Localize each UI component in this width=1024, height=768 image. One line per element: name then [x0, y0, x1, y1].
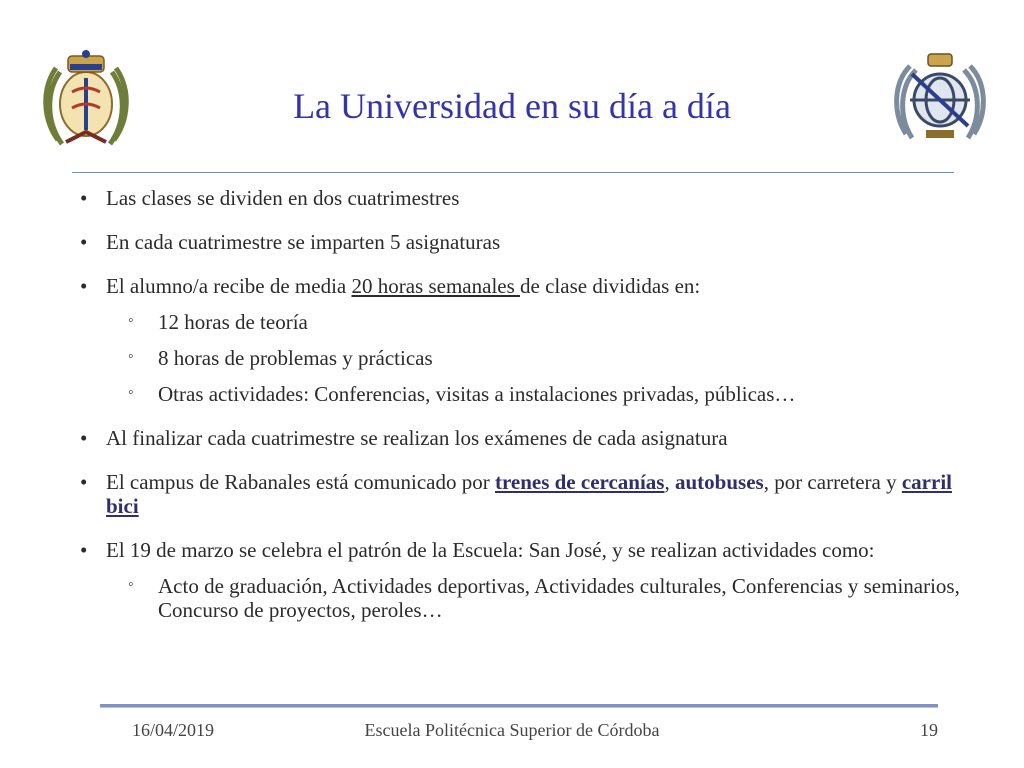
bullet-item: [76, 426, 976, 450]
footer-date: 16/04/2019: [132, 720, 215, 740]
circle-bullet-icon: ◦: [128, 348, 134, 365]
bullet-item: [76, 274, 976, 406]
sub-bullet-item: [106, 574, 976, 622]
sub-bullet-item: [106, 310, 976, 334]
sub-bullet-text: Otras actividades: Conferencias, visitas a instalaciones privadas, públicas…: [158, 382, 796, 406]
bullet-dot-icon: •: [80, 186, 88, 210]
sub-bullet-text: 8 horas de problemas y prácticas: [158, 346, 433, 370]
slide-title: La Universidad en su día a día: [293, 86, 731, 126]
bullet-dot-icon: •: [80, 426, 88, 450]
trenes-cercanias-link[interactable]: trenes de cercanías: [494, 470, 665, 494]
bullet-text: El campus de Rabanales está comunicado por: [106, 470, 495, 494]
footer-school-name: Escuela Politécnica Superior de Córdoba: [364, 720, 660, 740]
bullet-text: Al finalizar cada cuatrimestre se realizan los exámenes de cada asignatura: [106, 426, 728, 450]
carril-bici-link[interactable]: carril bici: [106, 470, 952, 518]
bullet-text: de clase divididas en:: [520, 274, 701, 298]
title-divider: [72, 172, 954, 173]
bullet-text: El 19 de marzo se celebra el patrón de la Escuela: San José, y se realizan actividades como:: [106, 538, 875, 562]
circle-bullet-icon: ◦: [128, 576, 134, 593]
bullet-list: [76, 186, 976, 622]
sub-bullet-item: [106, 346, 976, 370]
page-number: 19: [920, 720, 938, 740]
bullet-dot-icon: •: [80, 538, 88, 562]
bullet-dot-icon: •: [80, 274, 88, 298]
footer-divider: [100, 704, 938, 708]
bullet-item: [76, 470, 976, 518]
bullet-text: En cada cuatrimestre se imparten 5 asignaturas: [106, 230, 501, 254]
slide-content: [76, 186, 976, 642]
circle-bullet-icon: ◦: [128, 312, 134, 329]
separator-text: ,: [664, 470, 675, 494]
sub-bullet-list: [106, 574, 976, 622]
bullet-text: El alumno/a recibe de media: [106, 274, 352, 298]
sub-bullet-item: [106, 382, 976, 406]
bullet-dot-icon: •: [80, 230, 88, 254]
bullet-dot-icon: •: [80, 470, 88, 494]
bullet-item: [76, 186, 976, 210]
sub-bullet-list: [106, 310, 976, 406]
circle-bullet-icon: ◦: [128, 384, 134, 401]
underlined-hours: 20 horas semanales: [351, 274, 521, 298]
bullet-item: [76, 230, 976, 254]
bullet-text: , por carretera y: [763, 470, 902, 494]
bullet-item: [76, 538, 976, 622]
autobuses-text: autobuses: [674, 470, 764, 494]
sub-bullet-text: Acto de graduación, Actividades deportivas, Actividades culturales, Conferencias y seminarios, Concurso de proyectos, peroles…: [158, 574, 960, 622]
bullet-text: Las clases se dividen en dos cuatrimestres: [106, 186, 460, 210]
sub-bullet-text: 12 horas de teoría: [158, 310, 308, 334]
